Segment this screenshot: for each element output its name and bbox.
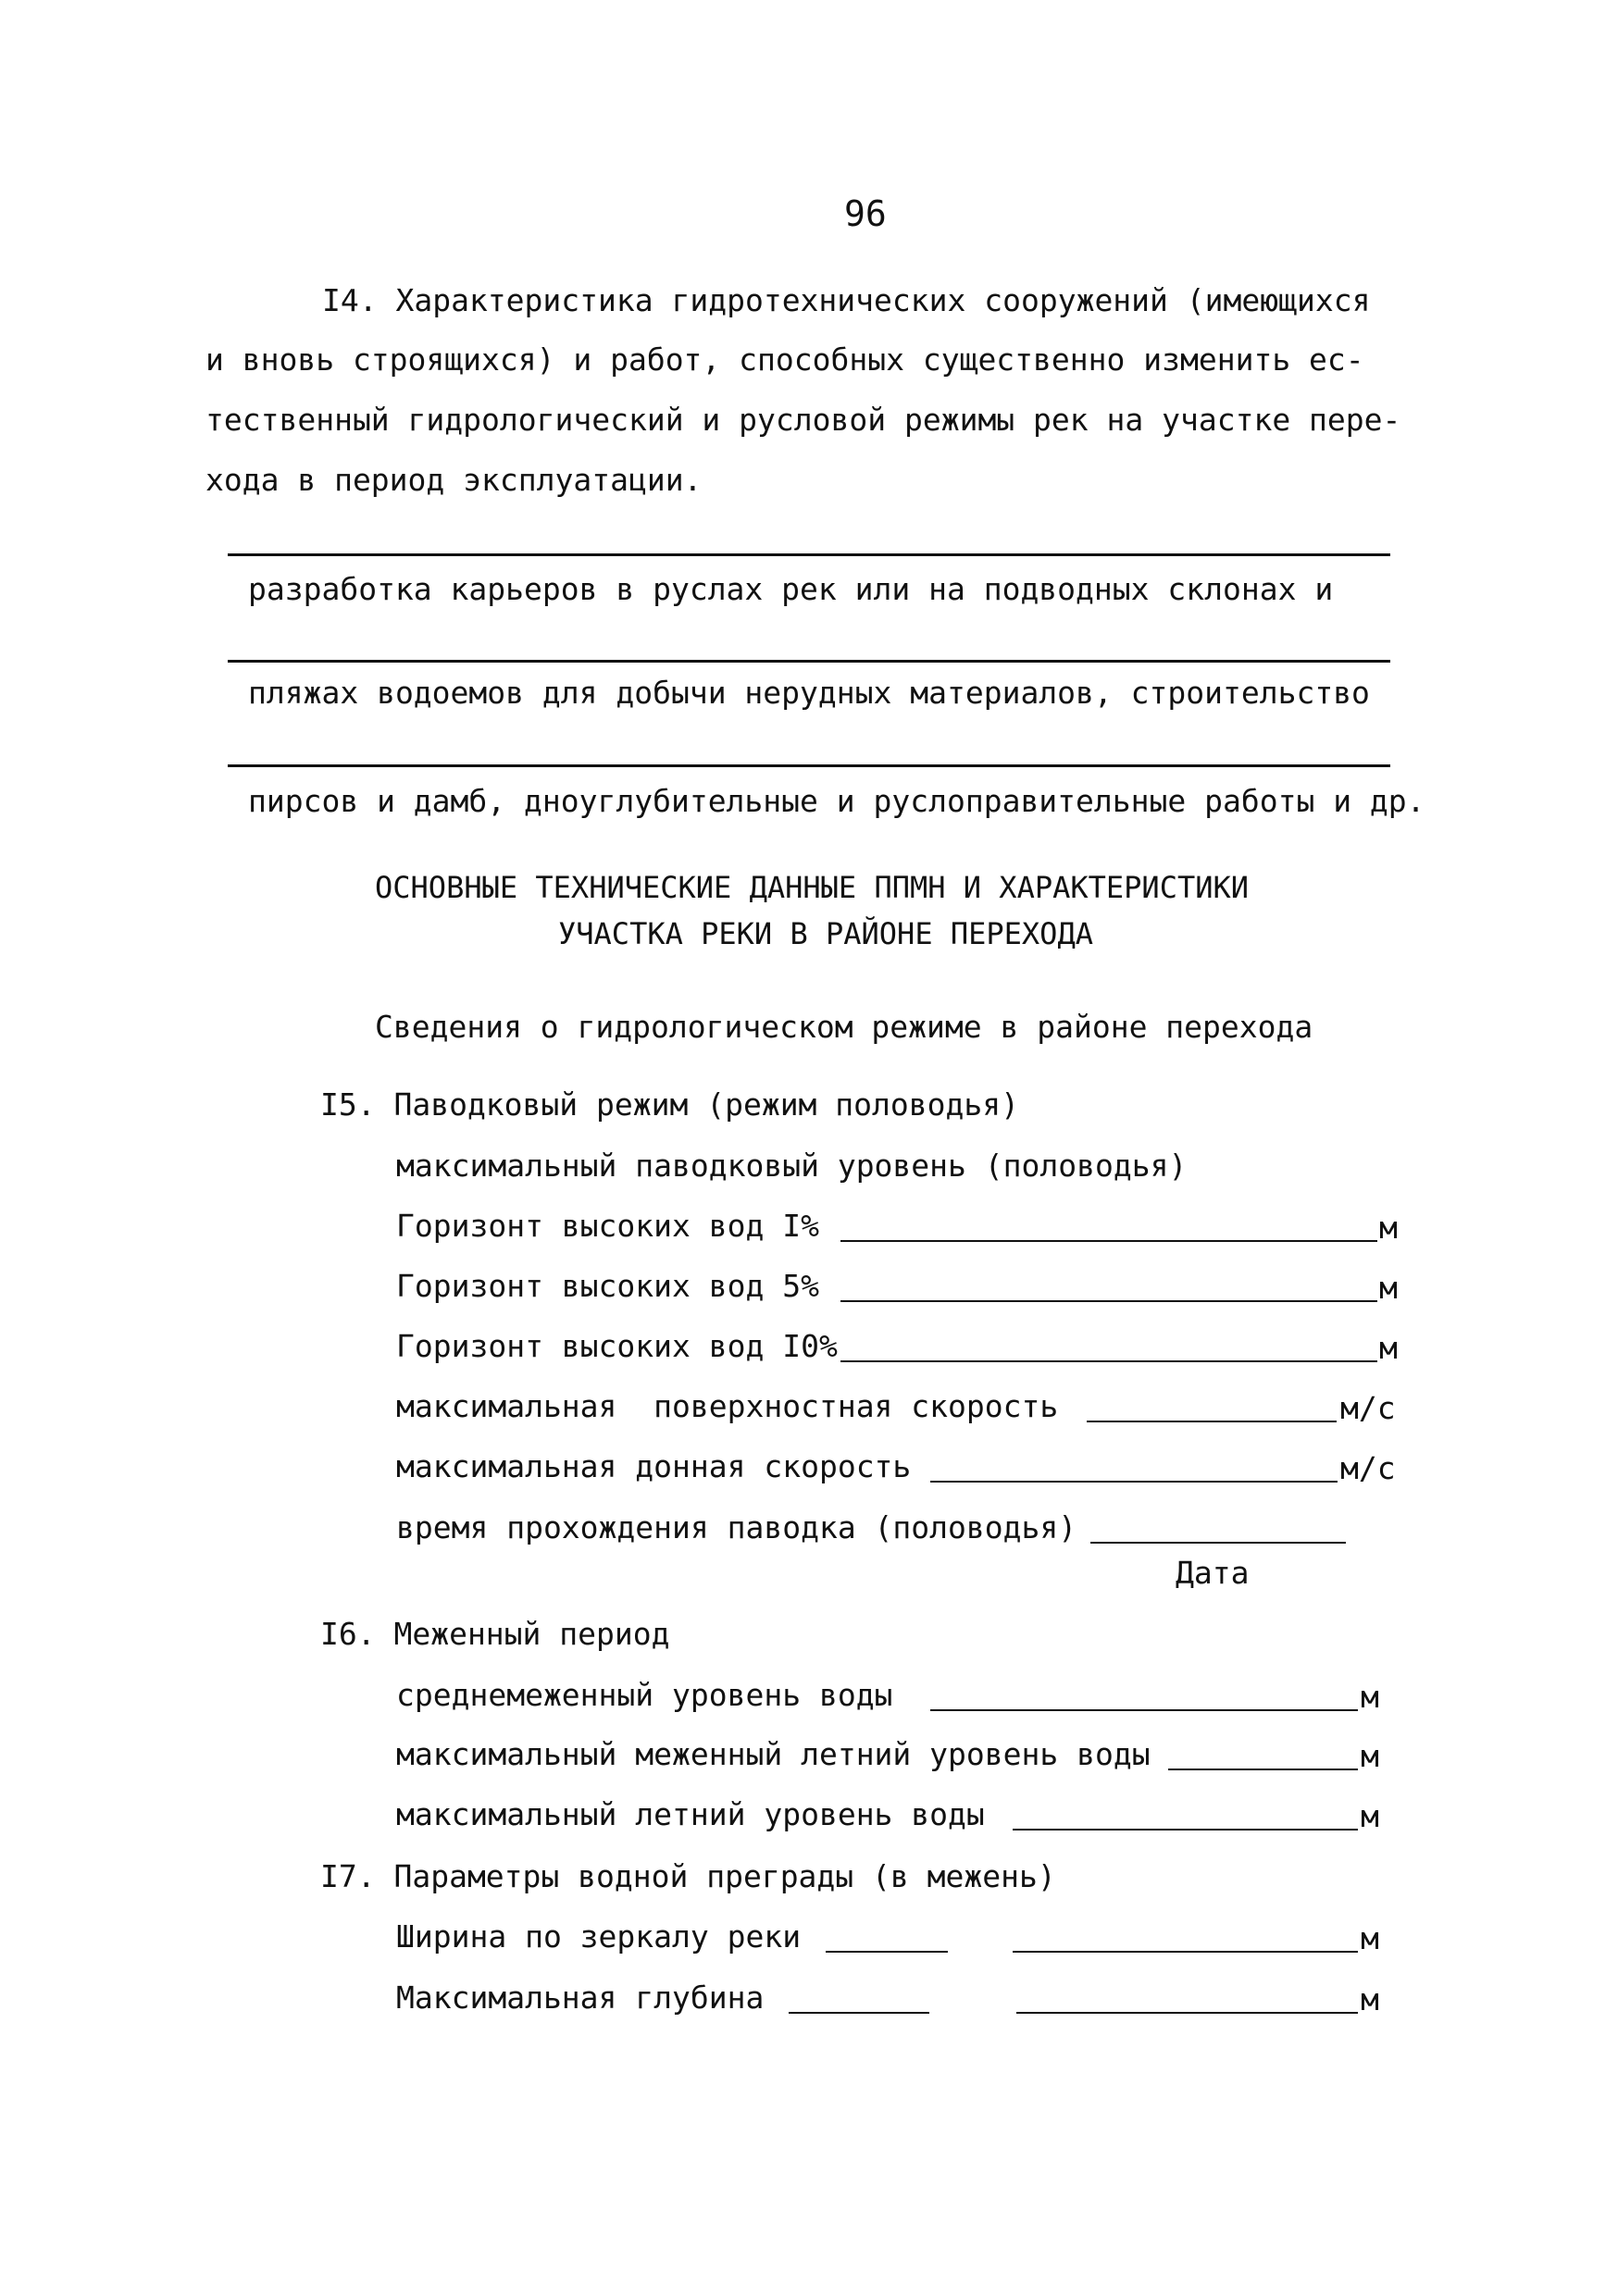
item15-sublabel: максимальный паводковый уровень (половодья) [396,1148,1188,1184]
item16-heading: I6. Меженный период [320,1616,670,1652]
max-summer-level-unit: м [1361,1798,1379,1834]
flood-passage-label: время прохождения паводка (половодья) [396,1509,1077,1545]
surface-width-unit: м [1361,1920,1379,1956]
hw-1pct-label: Горизонт высоких вод I% [396,1208,819,1244]
item14-line-3: тественный гидрологический и русловой режимы рек на участке пере- [205,402,1401,438]
max-low-summer-level-unit: м [1361,1738,1379,1774]
hw-10pct-label: Горизонт высоких вод I0% [396,1328,838,1364]
section-title-line-2: УЧАСТКА РЕКИ В РАЙОНЕ ПЕРЕХОДА [558,916,1093,951]
surface-width-field-right[interactable] [1013,1951,1358,1953]
surface-velocity-unit: м/с [1340,1390,1396,1426]
bottom-velocity-label: максимальная донная скорость [396,1448,912,1484]
flood-passage-field[interactable] [1090,1542,1346,1544]
item14-answer-rule-2 [228,660,1390,663]
hw-10pct-unit: м [1379,1330,1398,1366]
max-summer-level-label: максимальный летний уровень воды [396,1796,985,1832]
max-depth-field-right[interactable] [1016,2012,1358,2014]
max-summer-level-field[interactable] [1013,1829,1358,1831]
item14-answer-2: пляжах водоемов для добычи нерудных материалов, строительство [248,675,1370,711]
item14-line-1: I4. Характеристика гидротехнических сооружений (имеющихся [322,282,1371,318]
mean-low-level-unit: м [1361,1679,1379,1715]
page-number: 96 [844,193,887,234]
date-caption: Дата [1176,1555,1250,1591]
mean-low-level-label: среднемеженный уровень воды [396,1677,893,1713]
section-title-line-1: ОСНОВНЫЕ ТЕХНИЧЕСКИЕ ДАННЫЕ ППМН И ХАРАКТЕРИСТИКИ [375,870,1250,905]
hw-5pct-unit: м [1379,1270,1398,1306]
surface-velocity-label: максимальная поверхностная скорость [396,1388,1059,1424]
item17-heading: I7. Параметры водной преграды (в межень) [320,1858,1056,1894]
item14-answer-rule-3 [228,764,1390,767]
max-low-summer-level-label: максимальный меженный летний уровень воды [396,1736,1151,1772]
surface-velocity-field[interactable] [1087,1421,1337,1422]
bottom-velocity-unit: м/с [1340,1450,1396,1486]
max-depth-label: Максимальная глубина [396,1980,765,2016]
item14-line-2: и вновь строящихся) и работ, способных существенно изменить ес- [205,341,1364,378]
max-depth-unit: м [1361,1981,1379,2017]
mean-low-level-field[interactable] [930,1709,1358,1711]
hw-5pct-field[interactable] [840,1300,1377,1302]
item14-answer-rule-1 [228,553,1390,556]
bottom-velocity-field[interactable] [930,1481,1338,1483]
max-depth-field-left[interactable] [789,2012,929,2014]
item14-answer-3: пирсов и дамб, дноуглубительные и руслоправительные работы и др. [248,783,1425,819]
surface-width-label: Ширина по зеркалу реки [396,1918,802,1955]
item14-answer-1: разработка карьеров в руслах рек или на подводных склонах и [248,571,1334,607]
max-low-summer-level-field[interactable] [1168,1769,1358,1770]
surface-width-field-left[interactable] [826,1951,948,1953]
hw-10pct-field[interactable] [840,1360,1377,1362]
section-subtitle: Сведения о гидрологическом режиме в районе перехода [375,1009,1313,1045]
item15-heading: I5. Паводковый режим (режим половодья) [320,1086,1019,1123]
hw-1pct-unit: м [1379,1210,1398,1246]
item14-line-4: хода в период эксплуатации. [205,462,703,498]
hw-1pct-field[interactable] [840,1240,1377,1242]
hw-5pct-label: Горизонт высоких вод 5% [396,1268,819,1304]
